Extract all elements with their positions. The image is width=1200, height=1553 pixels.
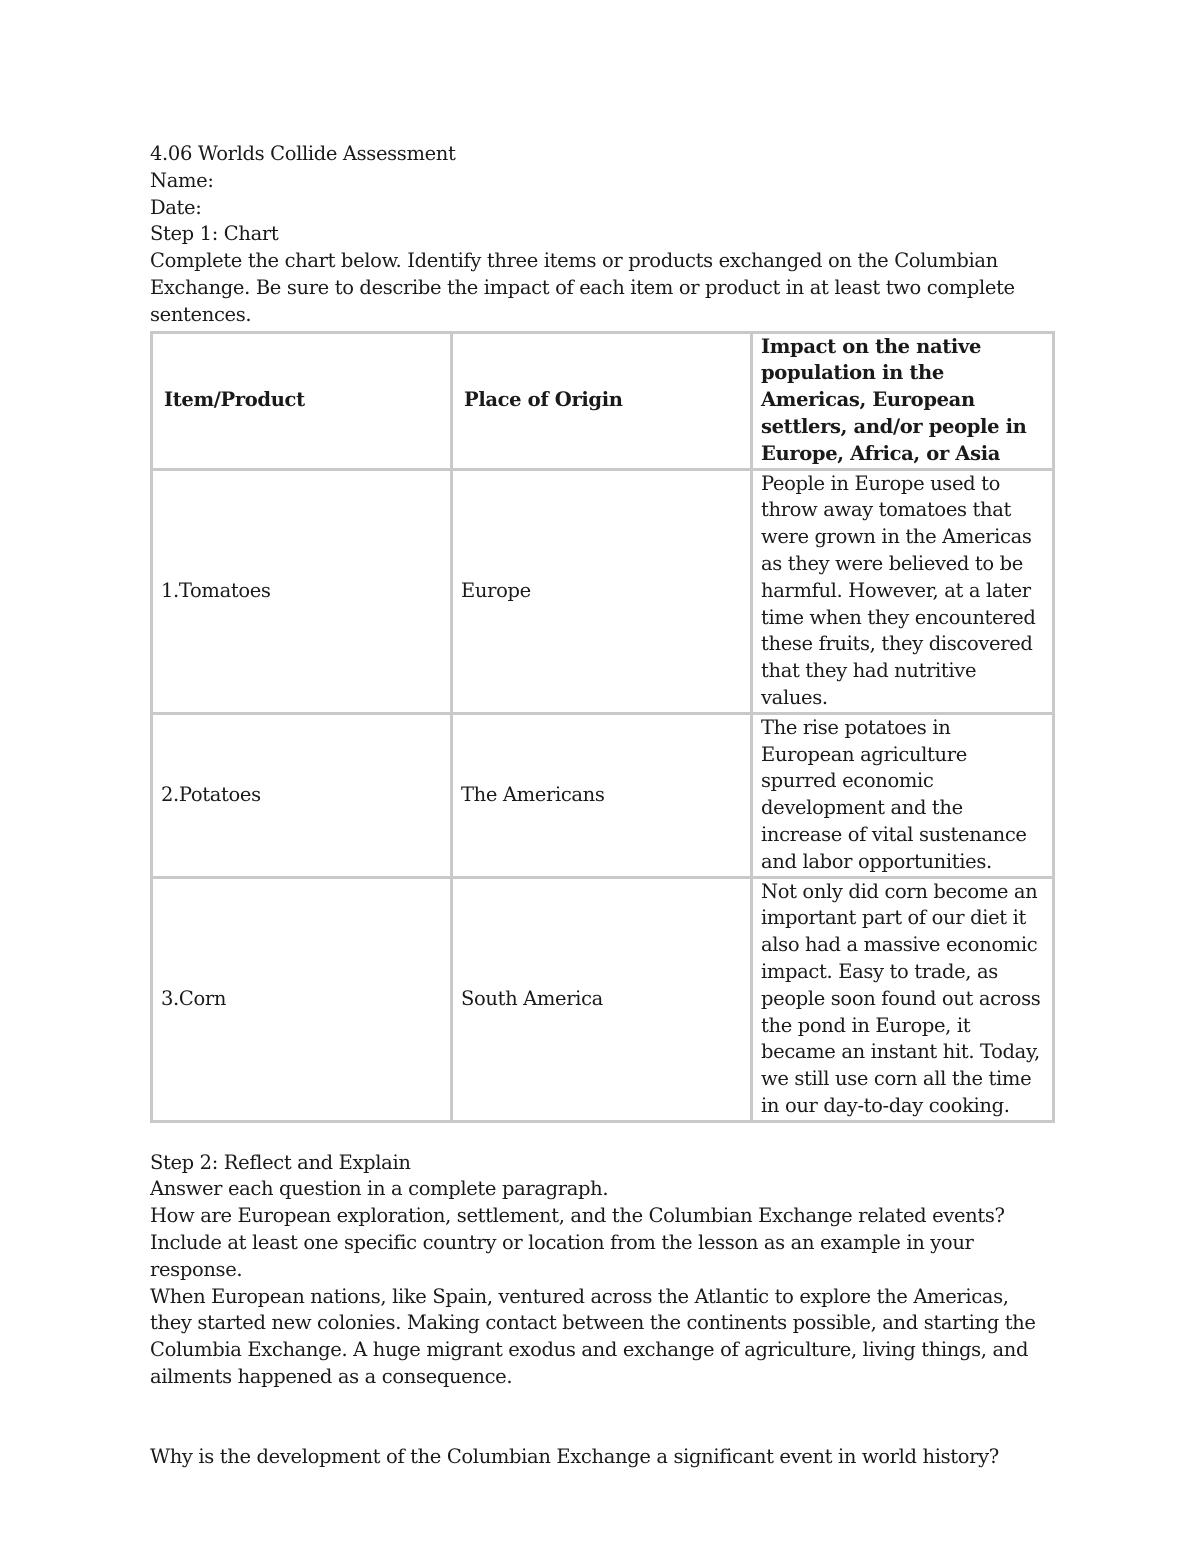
cell-item: 3.Corn	[152, 877, 452, 1121]
step2-instructions: Answer each question in a complete paragraph.	[150, 1177, 609, 1201]
date-label: Date:	[150, 195, 202, 219]
question-1: How are European exploration, settlement, and the Columbian Exchange related events? Include at least one specific country or location from the lesson as an example in your response.	[150, 1204, 1005, 1281]
step1-instructions: Complete the chart below. Identify three items or products exchanged on the Columbian Exchange. Be sure to describe the impact of each item or product in at least two complete sentences.	[150, 249, 1015, 326]
header-impact: Impact on the native population in the Americas, European settlers, and/or people in Europe, Africa, or Asia	[752, 332, 1054, 469]
header-item-product: Item/Product	[152, 332, 452, 469]
table-row	[152, 713, 1054, 877]
blank-space	[150, 1391, 1052, 1444]
assessment-document	[150, 141, 1052, 1471]
table-row	[152, 469, 1054, 713]
cell-impact: People in Europe used to throw away tomatoes that were grown in the Americas as they were believed to be harmful. However, at a later time when they encountered these fruits, they discovered that they had nutritive values.	[752, 469, 1054, 713]
cell-origin: The Americans	[452, 713, 752, 877]
cell-origin: South America	[452, 877, 752, 1121]
step2-heading: Step 2: Reflect and Explain	[150, 1150, 411, 1174]
question-2: Why is the development of the Columbian Exchange a significant event in world history?	[150, 1444, 999, 1468]
cell-item: 2.Potatoes	[152, 713, 452, 877]
step1-heading: Step 1: Chart	[150, 222, 279, 246]
columbian-exchange-chart	[150, 331, 1055, 1123]
table-row	[152, 877, 1054, 1121]
cell-item: 1.Tomatoes	[152, 469, 452, 713]
answer-1: When European nations, like Spain, ventured across the Atlantic to explore the Americas, they started new colonies. Making contact between the continents possible, and starting the Columbia Exchange. A huge migrant exodus and exchange of agriculture, living things, and ailments happened as a consequence.	[150, 1284, 1036, 1389]
cell-origin: Europe	[452, 469, 752, 713]
cell-impact: The rise potatoes in European agriculture spurred economic development and the increase of vital sustenance and labor opportunities.	[752, 713, 1054, 877]
header-place-of-origin: Place of Origin	[452, 332, 752, 469]
document-title: 4.06 Worlds Collide Assessment	[150, 142, 456, 165]
cell-impact: Not only did corn become an important part of our diet it also had a massive economic impact. Easy to trade, as people soon found out across the pond in Europe, it became an instant hit. Today, we still use corn all the time in our day-to-day cooking.	[752, 877, 1054, 1121]
table-header-row	[152, 332, 1054, 469]
name-label: Name:	[150, 168, 214, 192]
